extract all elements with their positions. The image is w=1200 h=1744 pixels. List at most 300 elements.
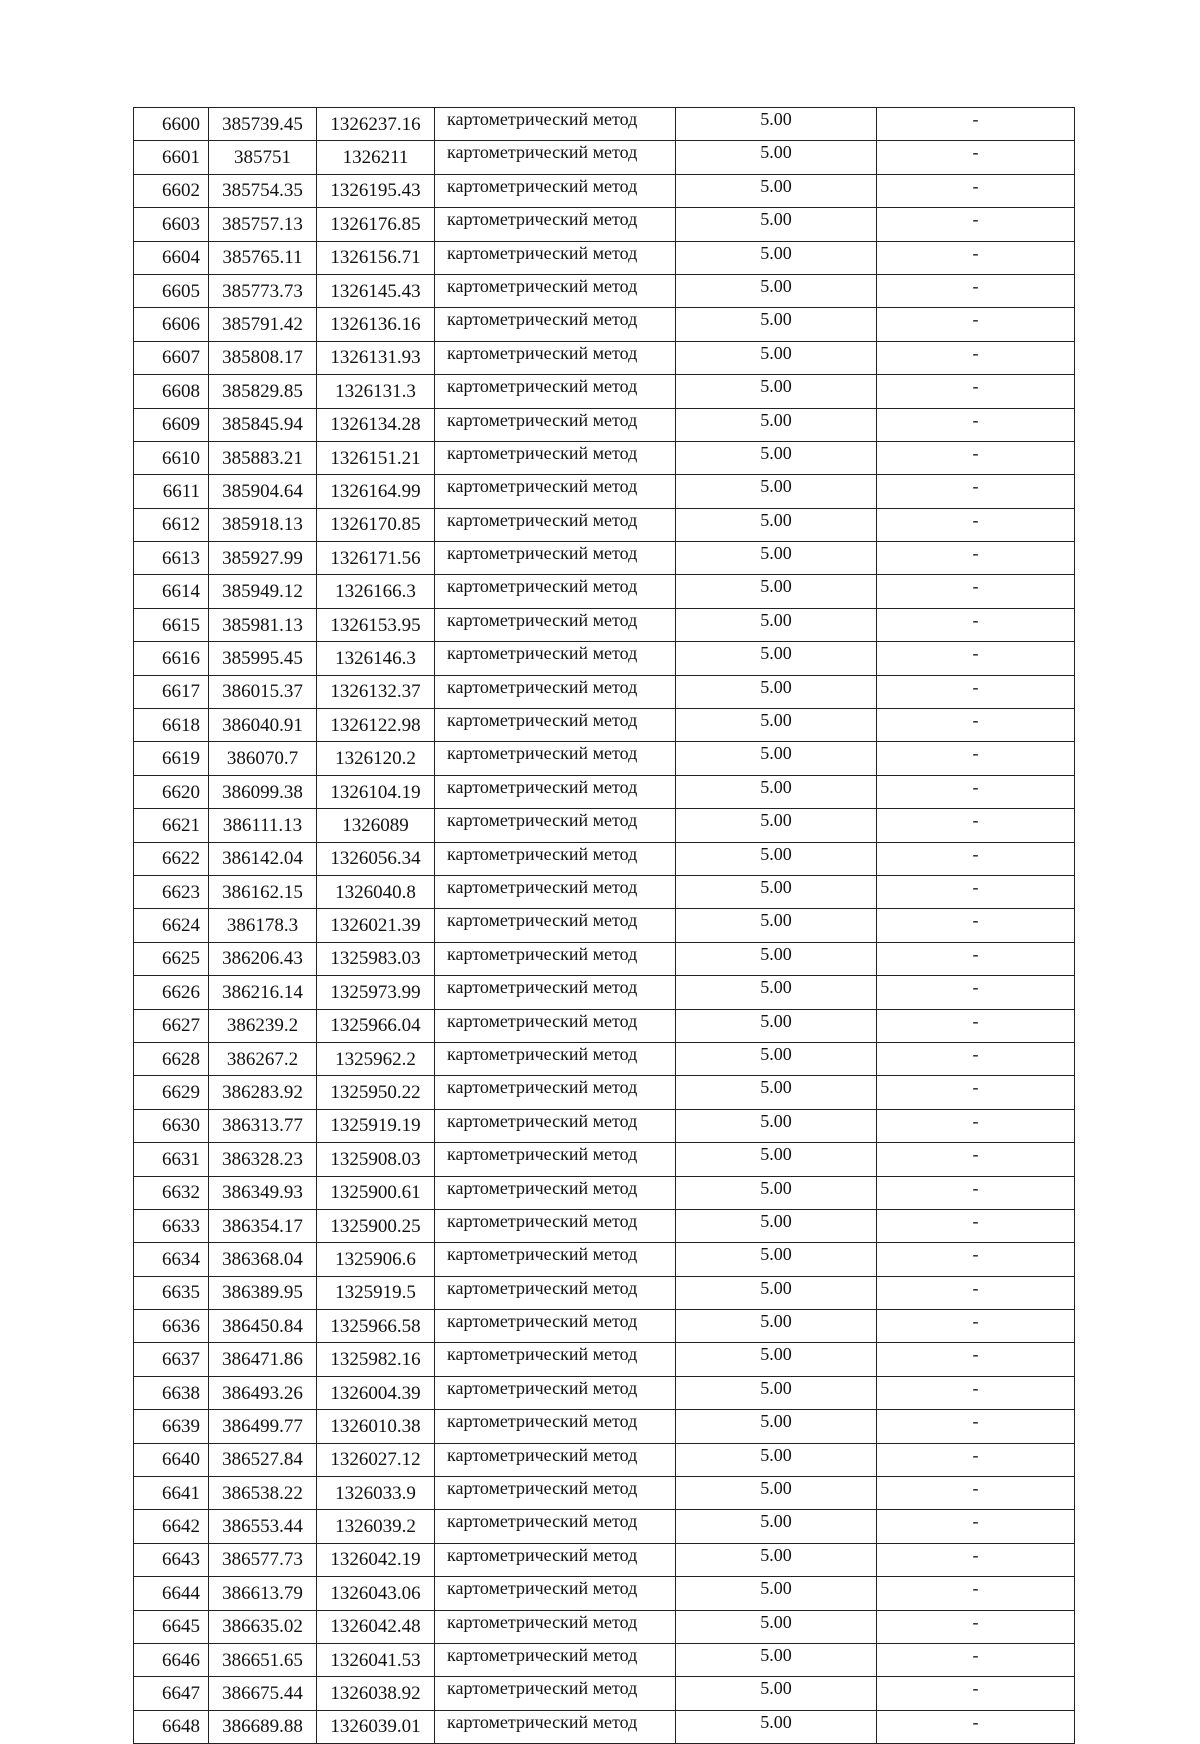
x-coordinate-cell: 385918.13 bbox=[209, 508, 317, 541]
x-coordinate-cell: 385845.94 bbox=[209, 408, 317, 441]
note-cell: - bbox=[877, 675, 1075, 708]
table-row bbox=[134, 1710, 1075, 1743]
y-coordinate-cell: 1326164.99 bbox=[317, 475, 435, 508]
note-cell: - bbox=[877, 1477, 1075, 1510]
method-cell: картометрический метод bbox=[435, 642, 676, 675]
table-row bbox=[134, 976, 1075, 1009]
method-cell: картометрический метод bbox=[435, 709, 676, 742]
y-coordinate-cell: 1326043.06 bbox=[317, 1577, 435, 1610]
point-number-cell: 6618 bbox=[134, 709, 209, 742]
method-cell: картометрический метод bbox=[435, 108, 676, 141]
point-number-cell: 6631 bbox=[134, 1143, 209, 1176]
method-cell: картометрический метод bbox=[435, 1343, 676, 1376]
x-coordinate-cell: 386313.77 bbox=[209, 1109, 317, 1142]
table-row bbox=[134, 775, 1075, 808]
accuracy-cell: 5.00 bbox=[676, 1176, 877, 1209]
x-coordinate-cell: 386499.77 bbox=[209, 1410, 317, 1443]
table-row bbox=[134, 1610, 1075, 1643]
y-coordinate-cell: 1326171.56 bbox=[317, 542, 435, 575]
note-cell: - bbox=[877, 1276, 1075, 1309]
x-coordinate-cell: 385927.99 bbox=[209, 542, 317, 575]
note-cell: - bbox=[877, 1610, 1075, 1643]
point-number-cell: 6606 bbox=[134, 308, 209, 341]
method-cell: картометрический метод bbox=[435, 141, 676, 174]
method-cell: картометрический метод bbox=[435, 441, 676, 474]
table-row bbox=[134, 1477, 1075, 1510]
point-number-cell: 6612 bbox=[134, 508, 209, 541]
point-number-cell: 6605 bbox=[134, 274, 209, 307]
method-cell: картометрический метод bbox=[435, 375, 676, 408]
point-number-cell: 6633 bbox=[134, 1209, 209, 1242]
y-coordinate-cell: 1325962.2 bbox=[317, 1042, 435, 1075]
table-row bbox=[134, 375, 1075, 408]
accuracy-cell: 5.00 bbox=[676, 1677, 877, 1710]
x-coordinate-cell: 386471.86 bbox=[209, 1343, 317, 1376]
method-cell: картометрический метод bbox=[435, 742, 676, 775]
point-number-cell: 6613 bbox=[134, 542, 209, 575]
table-row bbox=[134, 1643, 1075, 1676]
x-coordinate-cell: 386493.26 bbox=[209, 1376, 317, 1409]
accuracy-cell: 5.00 bbox=[676, 375, 877, 408]
point-number-cell: 6639 bbox=[134, 1410, 209, 1443]
y-coordinate-cell: 1326042.19 bbox=[317, 1543, 435, 1576]
accuracy-cell: 5.00 bbox=[676, 1009, 877, 1042]
table-row bbox=[134, 642, 1075, 675]
x-coordinate-cell: 386349.93 bbox=[209, 1176, 317, 1209]
point-number-cell: 6647 bbox=[134, 1677, 209, 1710]
table-row bbox=[134, 1009, 1075, 1042]
point-number-cell: 6619 bbox=[134, 742, 209, 775]
y-coordinate-cell: 1326145.43 bbox=[317, 274, 435, 307]
y-coordinate-cell: 1326033.9 bbox=[317, 1477, 435, 1510]
method-cell: картометрический метод bbox=[435, 675, 676, 708]
y-coordinate-cell: 1325900.25 bbox=[317, 1209, 435, 1242]
note-cell: - bbox=[877, 1109, 1075, 1142]
y-coordinate-cell: 1326010.38 bbox=[317, 1410, 435, 1443]
y-coordinate-cell: 1326120.2 bbox=[317, 742, 435, 775]
y-coordinate-cell: 1326211 bbox=[317, 141, 435, 174]
method-cell: картометрический метод bbox=[435, 1677, 676, 1710]
point-number-cell: 6648 bbox=[134, 1710, 209, 1743]
note-cell: - bbox=[877, 775, 1075, 808]
point-number-cell: 6641 bbox=[134, 1477, 209, 1510]
point-number-cell: 6629 bbox=[134, 1076, 209, 1109]
x-coordinate-cell: 386178.3 bbox=[209, 909, 317, 942]
table-row bbox=[134, 408, 1075, 441]
x-coordinate-cell: 386099.38 bbox=[209, 775, 317, 808]
x-coordinate-cell: 386389.95 bbox=[209, 1276, 317, 1309]
accuracy-cell: 5.00 bbox=[676, 475, 877, 508]
method-cell: картометрический метод bbox=[435, 775, 676, 808]
accuracy-cell: 5.00 bbox=[676, 341, 877, 374]
y-coordinate-cell: 1326151.21 bbox=[317, 441, 435, 474]
accuracy-cell: 5.00 bbox=[676, 174, 877, 207]
note-cell: - bbox=[877, 575, 1075, 608]
point-number-cell: 6630 bbox=[134, 1109, 209, 1142]
note-cell: - bbox=[877, 274, 1075, 307]
method-cell: картометрический метод bbox=[435, 842, 676, 875]
point-number-cell: 6623 bbox=[134, 875, 209, 908]
accuracy-cell: 5.00 bbox=[676, 1643, 877, 1676]
point-number-cell: 6602 bbox=[134, 174, 209, 207]
table-row bbox=[134, 1076, 1075, 1109]
y-coordinate-cell: 1325908.03 bbox=[317, 1143, 435, 1176]
note-cell: - bbox=[877, 1042, 1075, 1075]
y-coordinate-cell: 1325906.6 bbox=[317, 1243, 435, 1276]
y-coordinate-cell: 1326056.34 bbox=[317, 842, 435, 875]
point-number-cell: 6625 bbox=[134, 942, 209, 975]
x-coordinate-cell: 386070.7 bbox=[209, 742, 317, 775]
accuracy-cell: 5.00 bbox=[676, 408, 877, 441]
accuracy-cell: 5.00 bbox=[676, 642, 877, 675]
method-cell: картометрический метод bbox=[435, 1176, 676, 1209]
x-coordinate-cell: 386111.13 bbox=[209, 809, 317, 842]
x-coordinate-cell: 386651.65 bbox=[209, 1643, 317, 1676]
x-coordinate-cell: 385883.21 bbox=[209, 441, 317, 474]
method-cell: картометрический метод bbox=[435, 174, 676, 207]
method-cell: картометрический метод bbox=[435, 909, 676, 942]
note-cell: - bbox=[877, 1243, 1075, 1276]
y-coordinate-cell: 1325900.61 bbox=[317, 1176, 435, 1209]
y-coordinate-cell: 1326166.3 bbox=[317, 575, 435, 608]
y-coordinate-cell: 1326039.01 bbox=[317, 1710, 435, 1743]
y-coordinate-cell: 1326195.43 bbox=[317, 174, 435, 207]
x-coordinate-cell: 385754.35 bbox=[209, 174, 317, 207]
x-coordinate-cell: 385751 bbox=[209, 141, 317, 174]
method-cell: картометрический метод bbox=[435, 809, 676, 842]
note-cell: - bbox=[877, 375, 1075, 408]
accuracy-cell: 5.00 bbox=[676, 1310, 877, 1343]
x-coordinate-cell: 386283.92 bbox=[209, 1076, 317, 1109]
accuracy-cell: 5.00 bbox=[676, 942, 877, 975]
y-coordinate-cell: 1326146.3 bbox=[317, 642, 435, 675]
table-row bbox=[134, 441, 1075, 474]
table-row bbox=[134, 174, 1075, 207]
method-cell: картометрический метод bbox=[435, 1076, 676, 1109]
x-coordinate-cell: 386142.04 bbox=[209, 842, 317, 875]
x-coordinate-cell: 386538.22 bbox=[209, 1477, 317, 1510]
point-number-cell: 6644 bbox=[134, 1577, 209, 1610]
table-row bbox=[134, 1376, 1075, 1409]
method-cell: картометрический метод bbox=[435, 1243, 676, 1276]
method-cell: картометрический метод bbox=[435, 1109, 676, 1142]
x-coordinate-cell: 386450.84 bbox=[209, 1310, 317, 1343]
point-number-cell: 6627 bbox=[134, 1009, 209, 1042]
table-row bbox=[134, 942, 1075, 975]
y-coordinate-cell: 1326039.2 bbox=[317, 1510, 435, 1543]
point-number-cell: 6601 bbox=[134, 141, 209, 174]
note-cell: - bbox=[877, 508, 1075, 541]
accuracy-cell: 5.00 bbox=[676, 875, 877, 908]
x-coordinate-cell: 386553.44 bbox=[209, 1510, 317, 1543]
x-coordinate-cell: 386368.04 bbox=[209, 1243, 317, 1276]
note-cell: - bbox=[877, 1143, 1075, 1176]
table-row bbox=[134, 709, 1075, 742]
coordinates-table-body bbox=[134, 108, 1075, 1744]
accuracy-cell: 5.00 bbox=[676, 108, 877, 141]
method-cell: картометрический метод bbox=[435, 508, 676, 541]
y-coordinate-cell: 1326089 bbox=[317, 809, 435, 842]
y-coordinate-cell: 1325966.58 bbox=[317, 1310, 435, 1343]
method-cell: картометрический метод bbox=[435, 1276, 676, 1309]
x-coordinate-cell: 386635.02 bbox=[209, 1610, 317, 1643]
point-number-cell: 6640 bbox=[134, 1443, 209, 1476]
x-coordinate-cell: 385791.42 bbox=[209, 308, 317, 341]
note-cell: - bbox=[877, 709, 1075, 742]
accuracy-cell: 5.00 bbox=[676, 208, 877, 241]
point-number-cell: 6645 bbox=[134, 1610, 209, 1643]
x-coordinate-cell: 385757.13 bbox=[209, 208, 317, 241]
accuracy-cell: 5.00 bbox=[676, 709, 877, 742]
method-cell: картометрический метод bbox=[435, 341, 676, 374]
point-number-cell: 6604 bbox=[134, 241, 209, 274]
point-number-cell: 6632 bbox=[134, 1176, 209, 1209]
table-row bbox=[134, 1410, 1075, 1443]
method-cell: картометрический метод bbox=[435, 1143, 676, 1176]
y-coordinate-cell: 1326136.16 bbox=[317, 308, 435, 341]
y-coordinate-cell: 1326153.95 bbox=[317, 608, 435, 641]
y-coordinate-cell: 1326131.93 bbox=[317, 341, 435, 374]
note-cell: - bbox=[877, 875, 1075, 908]
accuracy-cell: 5.00 bbox=[676, 1543, 877, 1576]
method-cell: картометрический метод bbox=[435, 208, 676, 241]
method-cell: картометрический метод bbox=[435, 308, 676, 341]
point-number-cell: 6635 bbox=[134, 1276, 209, 1309]
note-cell: - bbox=[877, 475, 1075, 508]
point-number-cell: 6617 bbox=[134, 675, 209, 708]
y-coordinate-cell: 1326021.39 bbox=[317, 909, 435, 942]
table-row bbox=[134, 274, 1075, 307]
note-cell: - bbox=[877, 1643, 1075, 1676]
table-row bbox=[134, 508, 1075, 541]
accuracy-cell: 5.00 bbox=[676, 508, 877, 541]
x-coordinate-cell: 386328.23 bbox=[209, 1143, 317, 1176]
table-row bbox=[134, 809, 1075, 842]
note-cell: - bbox=[877, 174, 1075, 207]
accuracy-cell: 5.00 bbox=[676, 1343, 877, 1376]
point-number-cell: 6614 bbox=[134, 575, 209, 608]
table-row bbox=[134, 1042, 1075, 1075]
point-number-cell: 6600 bbox=[134, 108, 209, 141]
note-cell: - bbox=[877, 1510, 1075, 1543]
note-cell: - bbox=[877, 141, 1075, 174]
method-cell: картометрический метод bbox=[435, 1477, 676, 1510]
x-coordinate-cell: 386206.43 bbox=[209, 942, 317, 975]
point-number-cell: 6638 bbox=[134, 1376, 209, 1409]
accuracy-cell: 5.00 bbox=[676, 1510, 877, 1543]
method-cell: картометрический метод bbox=[435, 1376, 676, 1409]
table-row bbox=[134, 141, 1075, 174]
point-number-cell: 6620 bbox=[134, 775, 209, 808]
y-coordinate-cell: 1326170.85 bbox=[317, 508, 435, 541]
x-coordinate-cell: 386040.91 bbox=[209, 709, 317, 742]
point-number-cell: 6634 bbox=[134, 1243, 209, 1276]
y-coordinate-cell: 1326156.71 bbox=[317, 241, 435, 274]
method-cell: картометрический метод bbox=[435, 542, 676, 575]
point-number-cell: 6608 bbox=[134, 375, 209, 408]
note-cell: - bbox=[877, 1376, 1075, 1409]
accuracy-cell: 5.00 bbox=[676, 842, 877, 875]
x-coordinate-cell: 386577.73 bbox=[209, 1543, 317, 1576]
y-coordinate-cell: 1325982.16 bbox=[317, 1343, 435, 1376]
x-coordinate-cell: 386675.44 bbox=[209, 1677, 317, 1710]
accuracy-cell: 5.00 bbox=[676, 1410, 877, 1443]
x-coordinate-cell: 385995.45 bbox=[209, 642, 317, 675]
x-coordinate-cell: 386239.2 bbox=[209, 1009, 317, 1042]
accuracy-cell: 5.00 bbox=[676, 1710, 877, 1743]
accuracy-cell: 5.00 bbox=[676, 1577, 877, 1610]
table-row bbox=[134, 475, 1075, 508]
table-row bbox=[134, 1143, 1075, 1176]
table-row bbox=[134, 608, 1075, 641]
table-row bbox=[134, 108, 1075, 141]
y-coordinate-cell: 1326176.85 bbox=[317, 208, 435, 241]
table-row bbox=[134, 842, 1075, 875]
x-coordinate-cell: 385765.11 bbox=[209, 241, 317, 274]
x-coordinate-cell: 385739.45 bbox=[209, 108, 317, 141]
table-row bbox=[134, 675, 1075, 708]
table-row bbox=[134, 1543, 1075, 1576]
method-cell: картометрический метод bbox=[435, 1209, 676, 1242]
accuracy-cell: 5.00 bbox=[676, 675, 877, 708]
table-row bbox=[134, 1243, 1075, 1276]
table-row bbox=[134, 1443, 1075, 1476]
y-coordinate-cell: 1326027.12 bbox=[317, 1443, 435, 1476]
table-row bbox=[134, 341, 1075, 374]
note-cell: - bbox=[877, 441, 1075, 474]
note-cell: - bbox=[877, 1710, 1075, 1743]
accuracy-cell: 5.00 bbox=[676, 241, 877, 274]
accuracy-cell: 5.00 bbox=[676, 1376, 877, 1409]
x-coordinate-cell: 385829.85 bbox=[209, 375, 317, 408]
y-coordinate-cell: 1325966.04 bbox=[317, 1009, 435, 1042]
y-coordinate-cell: 1326131.3 bbox=[317, 375, 435, 408]
y-coordinate-cell: 1326004.39 bbox=[317, 1376, 435, 1409]
x-coordinate-cell: 386527.84 bbox=[209, 1443, 317, 1476]
y-coordinate-cell: 1325950.22 bbox=[317, 1076, 435, 1109]
accuracy-cell: 5.00 bbox=[676, 1243, 877, 1276]
accuracy-cell: 5.00 bbox=[676, 274, 877, 307]
y-coordinate-cell: 1326122.98 bbox=[317, 709, 435, 742]
point-number-cell: 6616 bbox=[134, 642, 209, 675]
table-row bbox=[134, 308, 1075, 341]
x-coordinate-cell: 386015.37 bbox=[209, 675, 317, 708]
accuracy-cell: 5.00 bbox=[676, 775, 877, 808]
y-coordinate-cell: 1326237.16 bbox=[317, 108, 435, 141]
accuracy-cell: 5.00 bbox=[676, 1477, 877, 1510]
method-cell: картометрический метод bbox=[435, 875, 676, 908]
accuracy-cell: 5.00 bbox=[676, 1143, 877, 1176]
y-coordinate-cell: 1325919.5 bbox=[317, 1276, 435, 1309]
table-row bbox=[134, 742, 1075, 775]
method-cell: картометрический метод bbox=[435, 1009, 676, 1042]
note-cell: - bbox=[877, 809, 1075, 842]
method-cell: картометрический метод bbox=[435, 1443, 676, 1476]
method-cell: картометрический метод bbox=[435, 475, 676, 508]
table-row bbox=[134, 909, 1075, 942]
x-coordinate-cell: 386689.88 bbox=[209, 1710, 317, 1743]
note-cell: - bbox=[877, 909, 1075, 942]
note-cell: - bbox=[877, 408, 1075, 441]
y-coordinate-cell: 1326132.37 bbox=[317, 675, 435, 708]
note-cell: - bbox=[877, 241, 1075, 274]
y-coordinate-cell: 1326040.8 bbox=[317, 875, 435, 908]
note-cell: - bbox=[877, 1310, 1075, 1343]
method-cell: картометрический метод bbox=[435, 241, 676, 274]
table-row bbox=[134, 1343, 1075, 1376]
note-cell: - bbox=[877, 1076, 1075, 1109]
note-cell: - bbox=[877, 742, 1075, 775]
note-cell: - bbox=[877, 1543, 1075, 1576]
accuracy-cell: 5.00 bbox=[676, 1109, 877, 1142]
y-coordinate-cell: 1325983.03 bbox=[317, 942, 435, 975]
table-row bbox=[134, 208, 1075, 241]
note-cell: - bbox=[877, 1443, 1075, 1476]
y-coordinate-cell: 1326038.92 bbox=[317, 1677, 435, 1710]
method-cell: картометрический метод bbox=[435, 1577, 676, 1610]
accuracy-cell: 5.00 bbox=[676, 809, 877, 842]
point-number-cell: 6626 bbox=[134, 976, 209, 1009]
accuracy-cell: 5.00 bbox=[676, 542, 877, 575]
point-number-cell: 6637 bbox=[134, 1343, 209, 1376]
accuracy-cell: 5.00 bbox=[676, 1276, 877, 1309]
note-cell: - bbox=[877, 208, 1075, 241]
note-cell: - bbox=[877, 942, 1075, 975]
x-coordinate-cell: 386267.2 bbox=[209, 1042, 317, 1075]
y-coordinate-cell: 1326042.48 bbox=[317, 1610, 435, 1643]
x-coordinate-cell: 386613.79 bbox=[209, 1577, 317, 1610]
table-row bbox=[134, 542, 1075, 575]
note-cell: - bbox=[877, 108, 1075, 141]
accuracy-cell: 5.00 bbox=[676, 1042, 877, 1075]
x-coordinate-cell: 386162.15 bbox=[209, 875, 317, 908]
x-coordinate-cell: 385949.12 bbox=[209, 575, 317, 608]
x-coordinate-cell: 385773.73 bbox=[209, 274, 317, 307]
point-number-cell: 6611 bbox=[134, 475, 209, 508]
y-coordinate-cell: 1326041.53 bbox=[317, 1643, 435, 1676]
method-cell: картометрический метод bbox=[435, 1643, 676, 1676]
y-coordinate-cell: 1325919.19 bbox=[317, 1109, 435, 1142]
note-cell: - bbox=[877, 1343, 1075, 1376]
method-cell: картометрический метод bbox=[435, 575, 676, 608]
table-row bbox=[134, 1510, 1075, 1543]
note-cell: - bbox=[877, 1677, 1075, 1710]
method-cell: картометрический метод bbox=[435, 1710, 676, 1743]
point-number-cell: 6646 bbox=[134, 1643, 209, 1676]
point-number-cell: 6643 bbox=[134, 1543, 209, 1576]
point-number-cell: 6642 bbox=[134, 1510, 209, 1543]
point-number-cell: 6607 bbox=[134, 341, 209, 374]
note-cell: - bbox=[877, 608, 1075, 641]
note-cell: - bbox=[877, 976, 1075, 1009]
y-coordinate-cell: 1326104.19 bbox=[317, 775, 435, 808]
coordinates-table bbox=[133, 107, 1075, 1744]
note-cell: - bbox=[877, 542, 1075, 575]
table-row bbox=[134, 1209, 1075, 1242]
table-row bbox=[134, 875, 1075, 908]
note-cell: - bbox=[877, 1577, 1075, 1610]
point-number-cell: 6615 bbox=[134, 608, 209, 641]
accuracy-cell: 5.00 bbox=[676, 1443, 877, 1476]
point-number-cell: 6624 bbox=[134, 909, 209, 942]
accuracy-cell: 5.00 bbox=[676, 141, 877, 174]
method-cell: картометрический метод bbox=[435, 1042, 676, 1075]
accuracy-cell: 5.00 bbox=[676, 742, 877, 775]
note-cell: - bbox=[877, 1209, 1075, 1242]
x-coordinate-cell: 386354.17 bbox=[209, 1209, 317, 1242]
table-row bbox=[134, 1310, 1075, 1343]
note-cell: - bbox=[877, 1176, 1075, 1209]
